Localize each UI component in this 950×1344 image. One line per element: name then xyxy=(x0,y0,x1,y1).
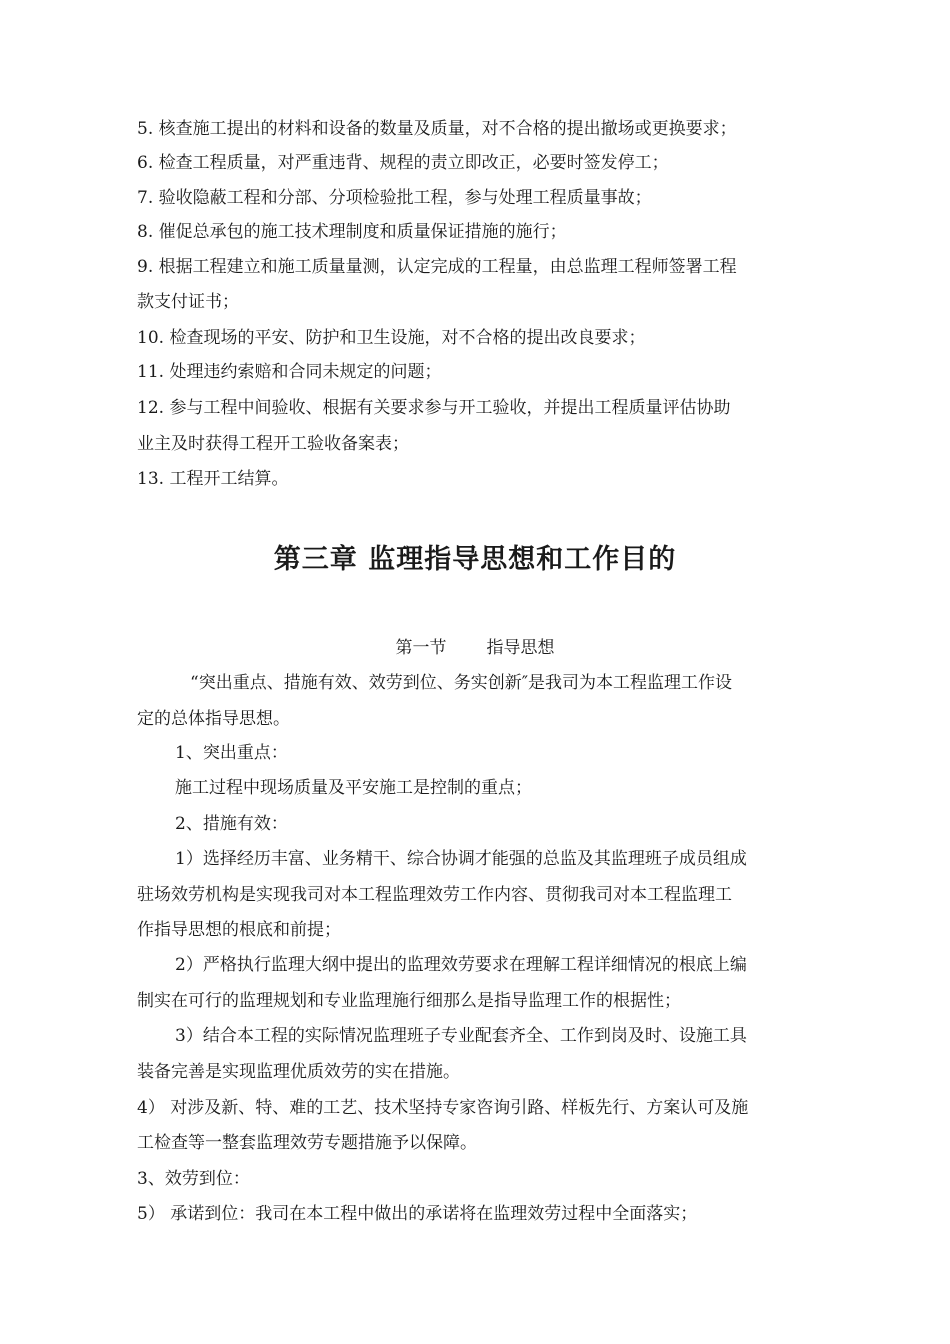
paragraph-line: 装备完善是实现监理优质效劳的实在措施。 xyxy=(137,1062,460,1082)
list-item: 11. 处理违约索赔和合同未规定的问题； xyxy=(137,362,442,382)
section-number: 第一节 xyxy=(395,638,447,658)
list-item: 12. 参与工程中间验收、根据有关要求参与开工验收，并提出工程质量评估协助 xyxy=(137,398,731,418)
list-item: 8. 催促总承包的施工技术理制度和质量保证措施的施行； xyxy=(137,222,567,242)
subheading: 3、效劳到位： xyxy=(137,1169,250,1189)
subheading: 2、措施有效： xyxy=(175,814,288,834)
paragraph-line: 5） 承诺到位：我司在本工程中做出的承诺将在监理效劳过程中全面落实； xyxy=(137,1204,698,1224)
list-item: 9. 根据工程建立和施工质量量测，认定完成的工程量，由总监理工程师签署工程 xyxy=(137,257,737,277)
subheading: 1、突出重点： xyxy=(175,743,288,763)
paragraph-line: 制实在可行的监理规划和专业监理施行细那么是指导监理工作的根据性； xyxy=(137,991,681,1011)
list-item-continuation: 业主及时获得工程开工验收备案表； xyxy=(137,434,409,454)
paragraph-line: 3）结合本工程的实际情况监理班子专业配套齐全、工作到岗及时、设施工具 xyxy=(175,1026,747,1046)
list-item: 5. 核查施工提出的材料和设备的数量及质量，对不合格的提出撤场或更换要求； xyxy=(137,119,737,139)
paragraph-line: 定的总体指导思想。 xyxy=(137,709,290,729)
section-title: 指导思想 xyxy=(486,638,555,658)
list-item-continuation: 款支付证书； xyxy=(137,292,239,312)
paragraph-line: 2）严格执行监理大纲中提出的监理效劳要求在理解工程详细情况的根底上编 xyxy=(175,955,747,975)
paragraph-line: 4） 对涉及新、特、难的工艺、技术坚持专家咨询引路、样板先行、方案认可及施 xyxy=(137,1098,749,1118)
list-item: 10. 检查现场的平安、防护和卫生设施，对不合格的提出改良要求； xyxy=(137,328,646,348)
paragraph-line: 作指导思想的根底和前提； xyxy=(137,920,341,940)
chapter-title: 第三章 监理指导思想和工作目的 xyxy=(273,544,677,575)
paragraph-line: 工检查等一整套监理效劳专题措施予以保障。 xyxy=(137,1133,477,1153)
list-item: 6. 检查工程质量，对严重违背、规程的责立即改正，必要时签发停工； xyxy=(137,153,669,173)
section-heading xyxy=(0,636,950,660)
paragraph-line: 施工过程中现场质量及平安施工是控制的重点； xyxy=(175,778,532,798)
paragraph-line: 驻场效劳机构是实现我司对本工程监理效劳工作内容、贯彻我司对本工程监理工 xyxy=(137,885,732,905)
paragraph-line: 1）选择经历丰富、业务精干、综合协调才能强的总监及其监理班子成员组成 xyxy=(175,849,747,869)
paragraph-line: “突出重点、措施有效、效劳到位、务实创新″是我司为本工程监理工作设 xyxy=(190,673,733,693)
list-item: 7. 验收隐蔽工程和分部、分项检验批工程，参与处理工程质量事故； xyxy=(137,188,652,208)
list-item: 13. 工程开工结算。 xyxy=(137,469,289,489)
